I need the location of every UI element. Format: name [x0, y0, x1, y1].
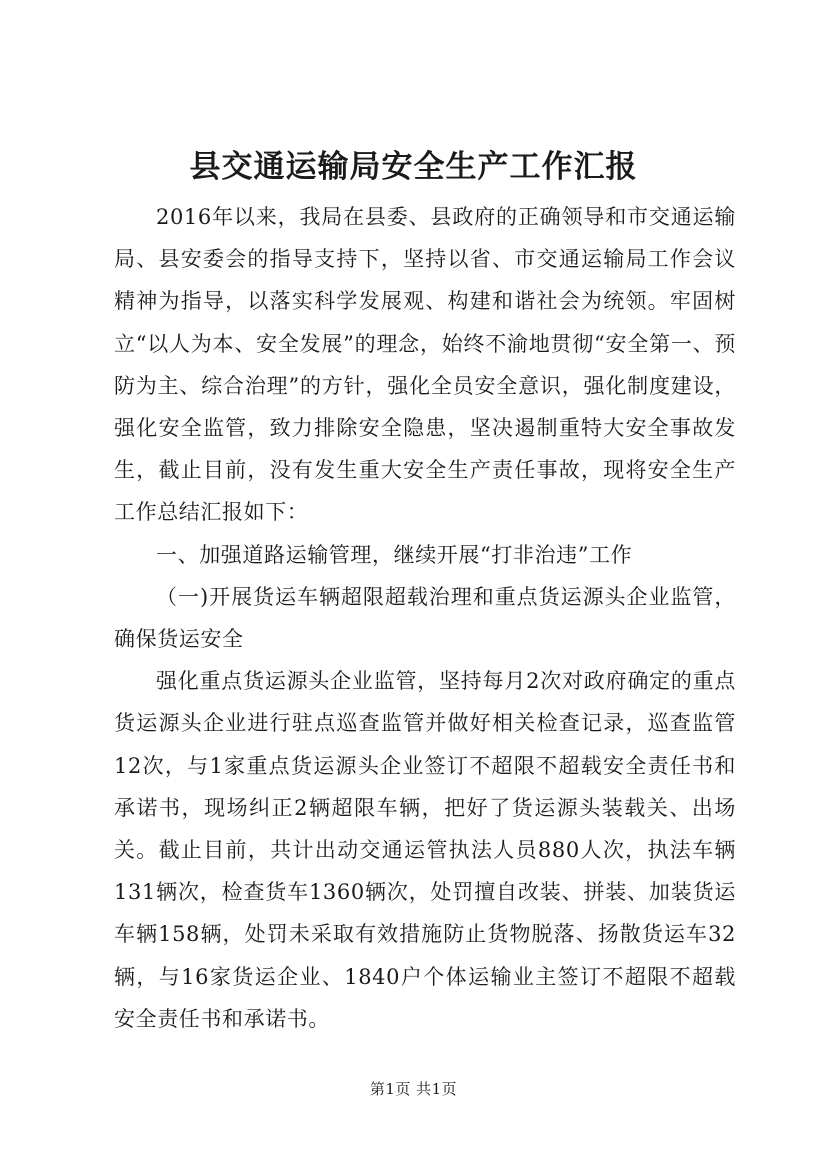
page-footer: 第1页 共1页 — [369, 1080, 458, 1098]
document-title: 县交通运输局安全生产工作汇报 — [189, 149, 638, 185]
body-paragraph: 强化重点货运源头企业监管，坚持每月2次对政府确定的重点货运源头企业进行驻点巡查监管并做好相关检查记录，巡查监管12次，与1家重点货运源头企业签订不超限不超载安全责任书和承诺书，现场纠正2辆超限车辆，把好了货运源头装载关、出场关。截止目前，共计出动交通运管执法人员880人次，执法车辆131辆次，检查货车1360辆次，处罚擅自改装、拼装、加装货运车辆158辆，处罚未采取有效措施防止货物脱落、扬散货运车32辆，与16家货运企业、1840户个体运输业主签订不超限不超载安全责任书和承诺书。 — [114, 669, 736, 1031]
subsection-heading-1: （一)开展货运车辆超限超载治理和重点货运源头企业监管，确保货运安全 — [114, 584, 736, 652]
section-heading-1: 一、加强道路运输管理，继续开展“打非治违”工作 — [156, 542, 633, 567]
document-body — [114, 196, 736, 1040]
intro-paragraph: 2016年以来，我局在县委、县政府的正确领导和市交通运输局、县安委会的指导支持下，坚持以省、市交通运输局工作会议精神为指导，以落实科学发展观、构建和谐社会为统领。牢固树立“以人为本、安全发展”的理念，始终不渝地贯彻“安全第一、预防为主、综合治理”的方针，强化全员安全意识，强化制度建设，强化安全监管，致力排除安全隐患，坚决遏制重特大安全事故发生，截止目前，没有发生重大安全生产责任事故，现将安全生产工作总结汇报如下： — [114, 205, 736, 525]
